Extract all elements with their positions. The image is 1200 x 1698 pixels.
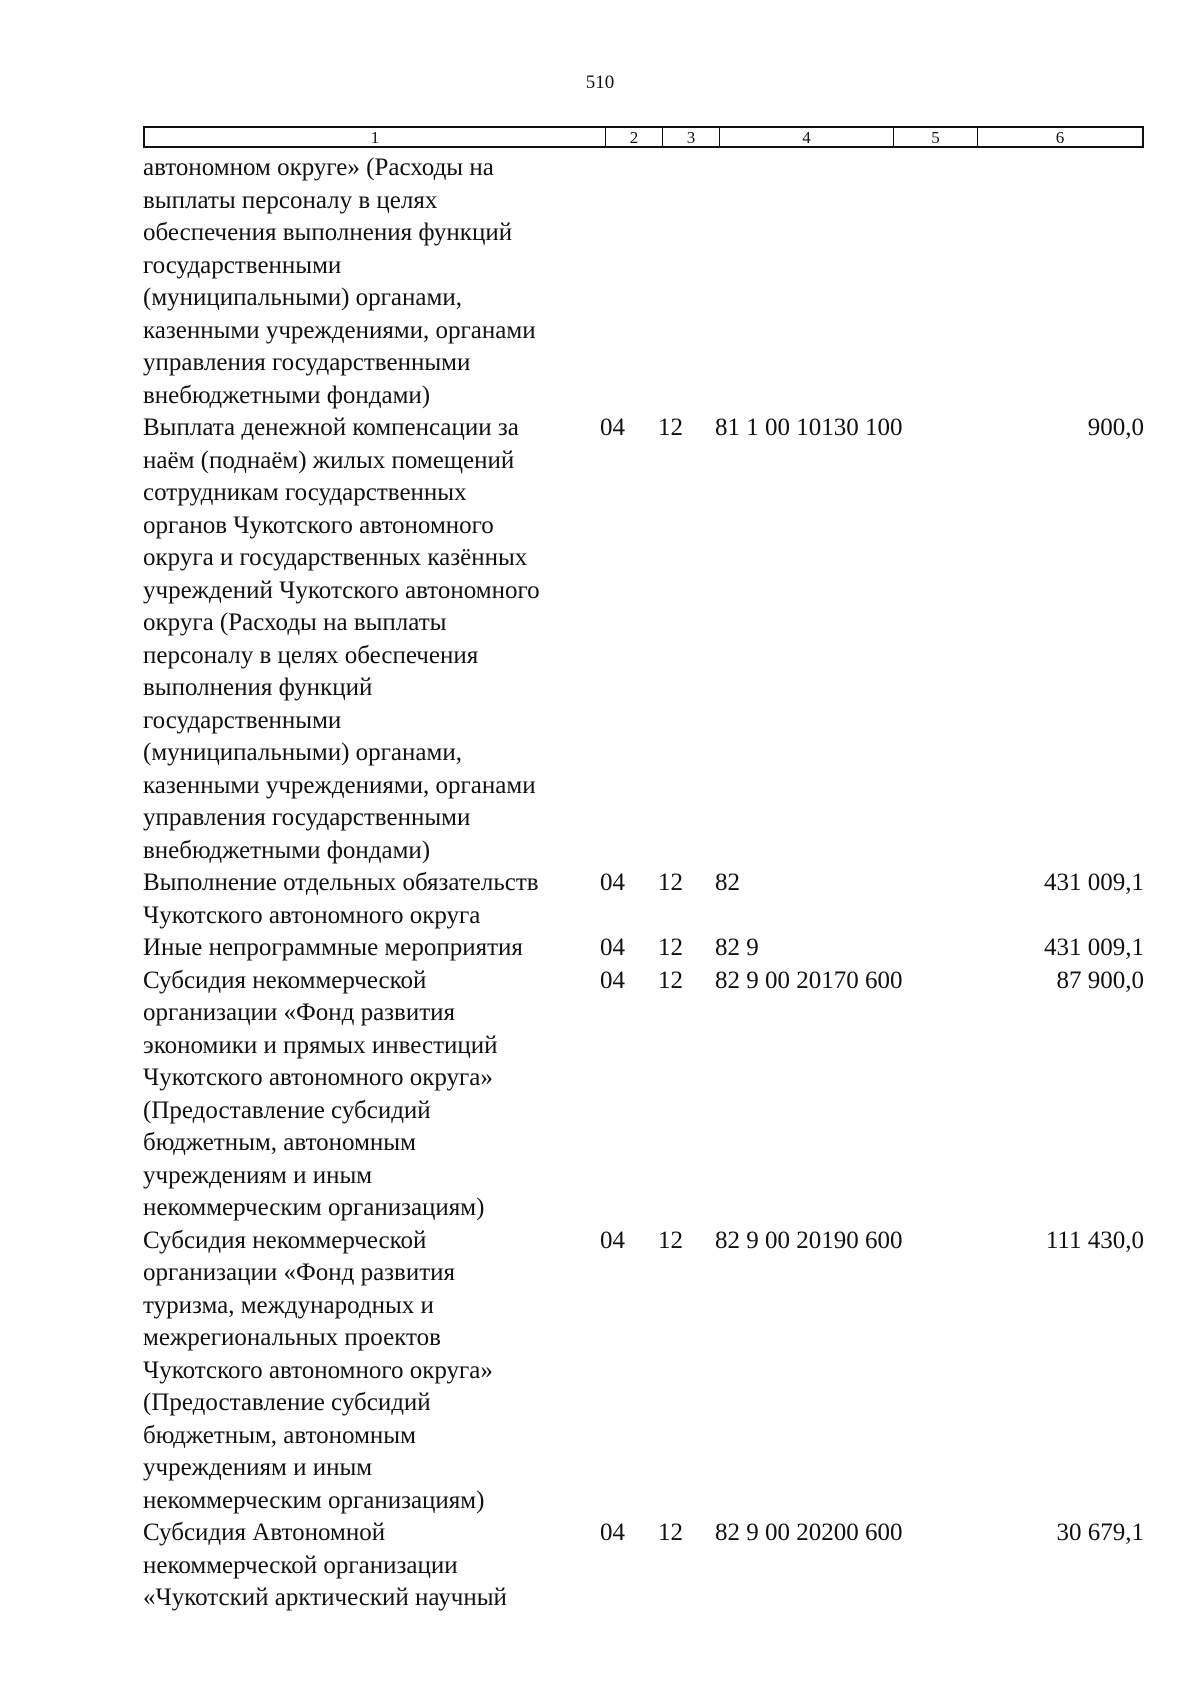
header-col-1: 1: [145, 128, 606, 146]
row-subsection: 12: [658, 966, 683, 994]
row-section: 04: [600, 1226, 625, 1254]
row-target-code: 82 9 00 20190 600: [715, 1226, 903, 1254]
table-row: [143, 867, 1144, 932]
row-description: Иные непрограммные мероприятия: [143, 934, 523, 961]
row-amount: 111 430,0: [1045, 1226, 1144, 1254]
row-description: Выполнение отдельных обязательств Чукотского автономного округа: [143, 869, 539, 929]
row-subsection: 12: [658, 934, 683, 961]
table-row: [143, 932, 1144, 965]
row-description: Выплата денежной компенсации за наём (поднаём) жилых помещений сотрудникам государственных органов Чукотского автономного округа и государственных казённых учреждений Чукотского автономного округа (Расходы на выплаты персоналу в целях обеспечения выполнения функций государственными (муниципальными) органами, казенными учреждениями, органами управления государственными внебюджетными фондами): [143, 414, 540, 864]
row-description: Субсидия некоммерческой организации «Фонд развития туризма, международных и межрегиональных проектов Чукотского автономного округа» (Предоставление субсидий бюджетным, автономным учреждениям и иным некоммерческим организациям): [143, 1226, 493, 1514]
table-row: [143, 1225, 1144, 1518]
table-row: [143, 1517, 1144, 1615]
row-amount: 431 009,1: [1044, 869, 1144, 896]
row-description: Субсидия некоммерческой организации «Фонд развития экономики и прямых инвестиций Чукотского автономного округа» (Предоставление субсидий бюджетным, автономным учреждениям и иным некоммерческим организациям): [143, 966, 498, 1221]
row-section: 04: [600, 1519, 625, 1546]
header-col-4: 4: [720, 128, 894, 146]
row-section: 04: [600, 869, 625, 896]
row-amount: 87 900,0: [1056, 966, 1144, 994]
row-amount: 431 009,1: [1044, 934, 1144, 961]
row-target-code: 82: [715, 869, 740, 896]
row-subsection: 12: [658, 414, 683, 441]
row-subsection: 12: [658, 1519, 683, 1546]
header-col-3: 3: [663, 128, 720, 146]
row-subsection: 12: [658, 869, 683, 896]
table-header: [143, 126, 1144, 148]
table-row: [143, 965, 1144, 1225]
page-number: 510: [585, 72, 615, 93]
row-description: Субсидия Автономной некоммерческой организации «Чукотский арктический научный: [143, 1519, 507, 1611]
row-target-code: 81 1 00 10130 100: [715, 414, 903, 441]
table-row: [143, 412, 1144, 867]
header-col-2: 2: [606, 128, 663, 146]
row-target-code: 82 9: [715, 934, 759, 961]
row-section: 04: [600, 966, 625, 994]
header-col-5: 5: [894, 128, 978, 146]
header-col-6: 6: [1055, 128, 1065, 147]
row-section: 04: [600, 934, 625, 961]
row-amount: 900,0: [1087, 414, 1144, 441]
row-target-code: 82 9 00 20200 600: [715, 1519, 903, 1546]
row-target-code: 82 9 00 20170 600: [715, 966, 903, 994]
row-subsection: 12: [658, 1226, 683, 1254]
row-amount: 30 679,1: [1056, 1519, 1144, 1546]
row-section: 04: [600, 414, 625, 441]
row-description: автономном округе» (Расходы на выплаты персоналу в целях обеспечения выполнения функций государственными (муниципальными) органами, казенными учреждениями, органами управления государственными внебюджетными фондами): [143, 154, 536, 409]
table-row: [143, 152, 1144, 412]
budget-table-body: [143, 152, 1144, 1615]
